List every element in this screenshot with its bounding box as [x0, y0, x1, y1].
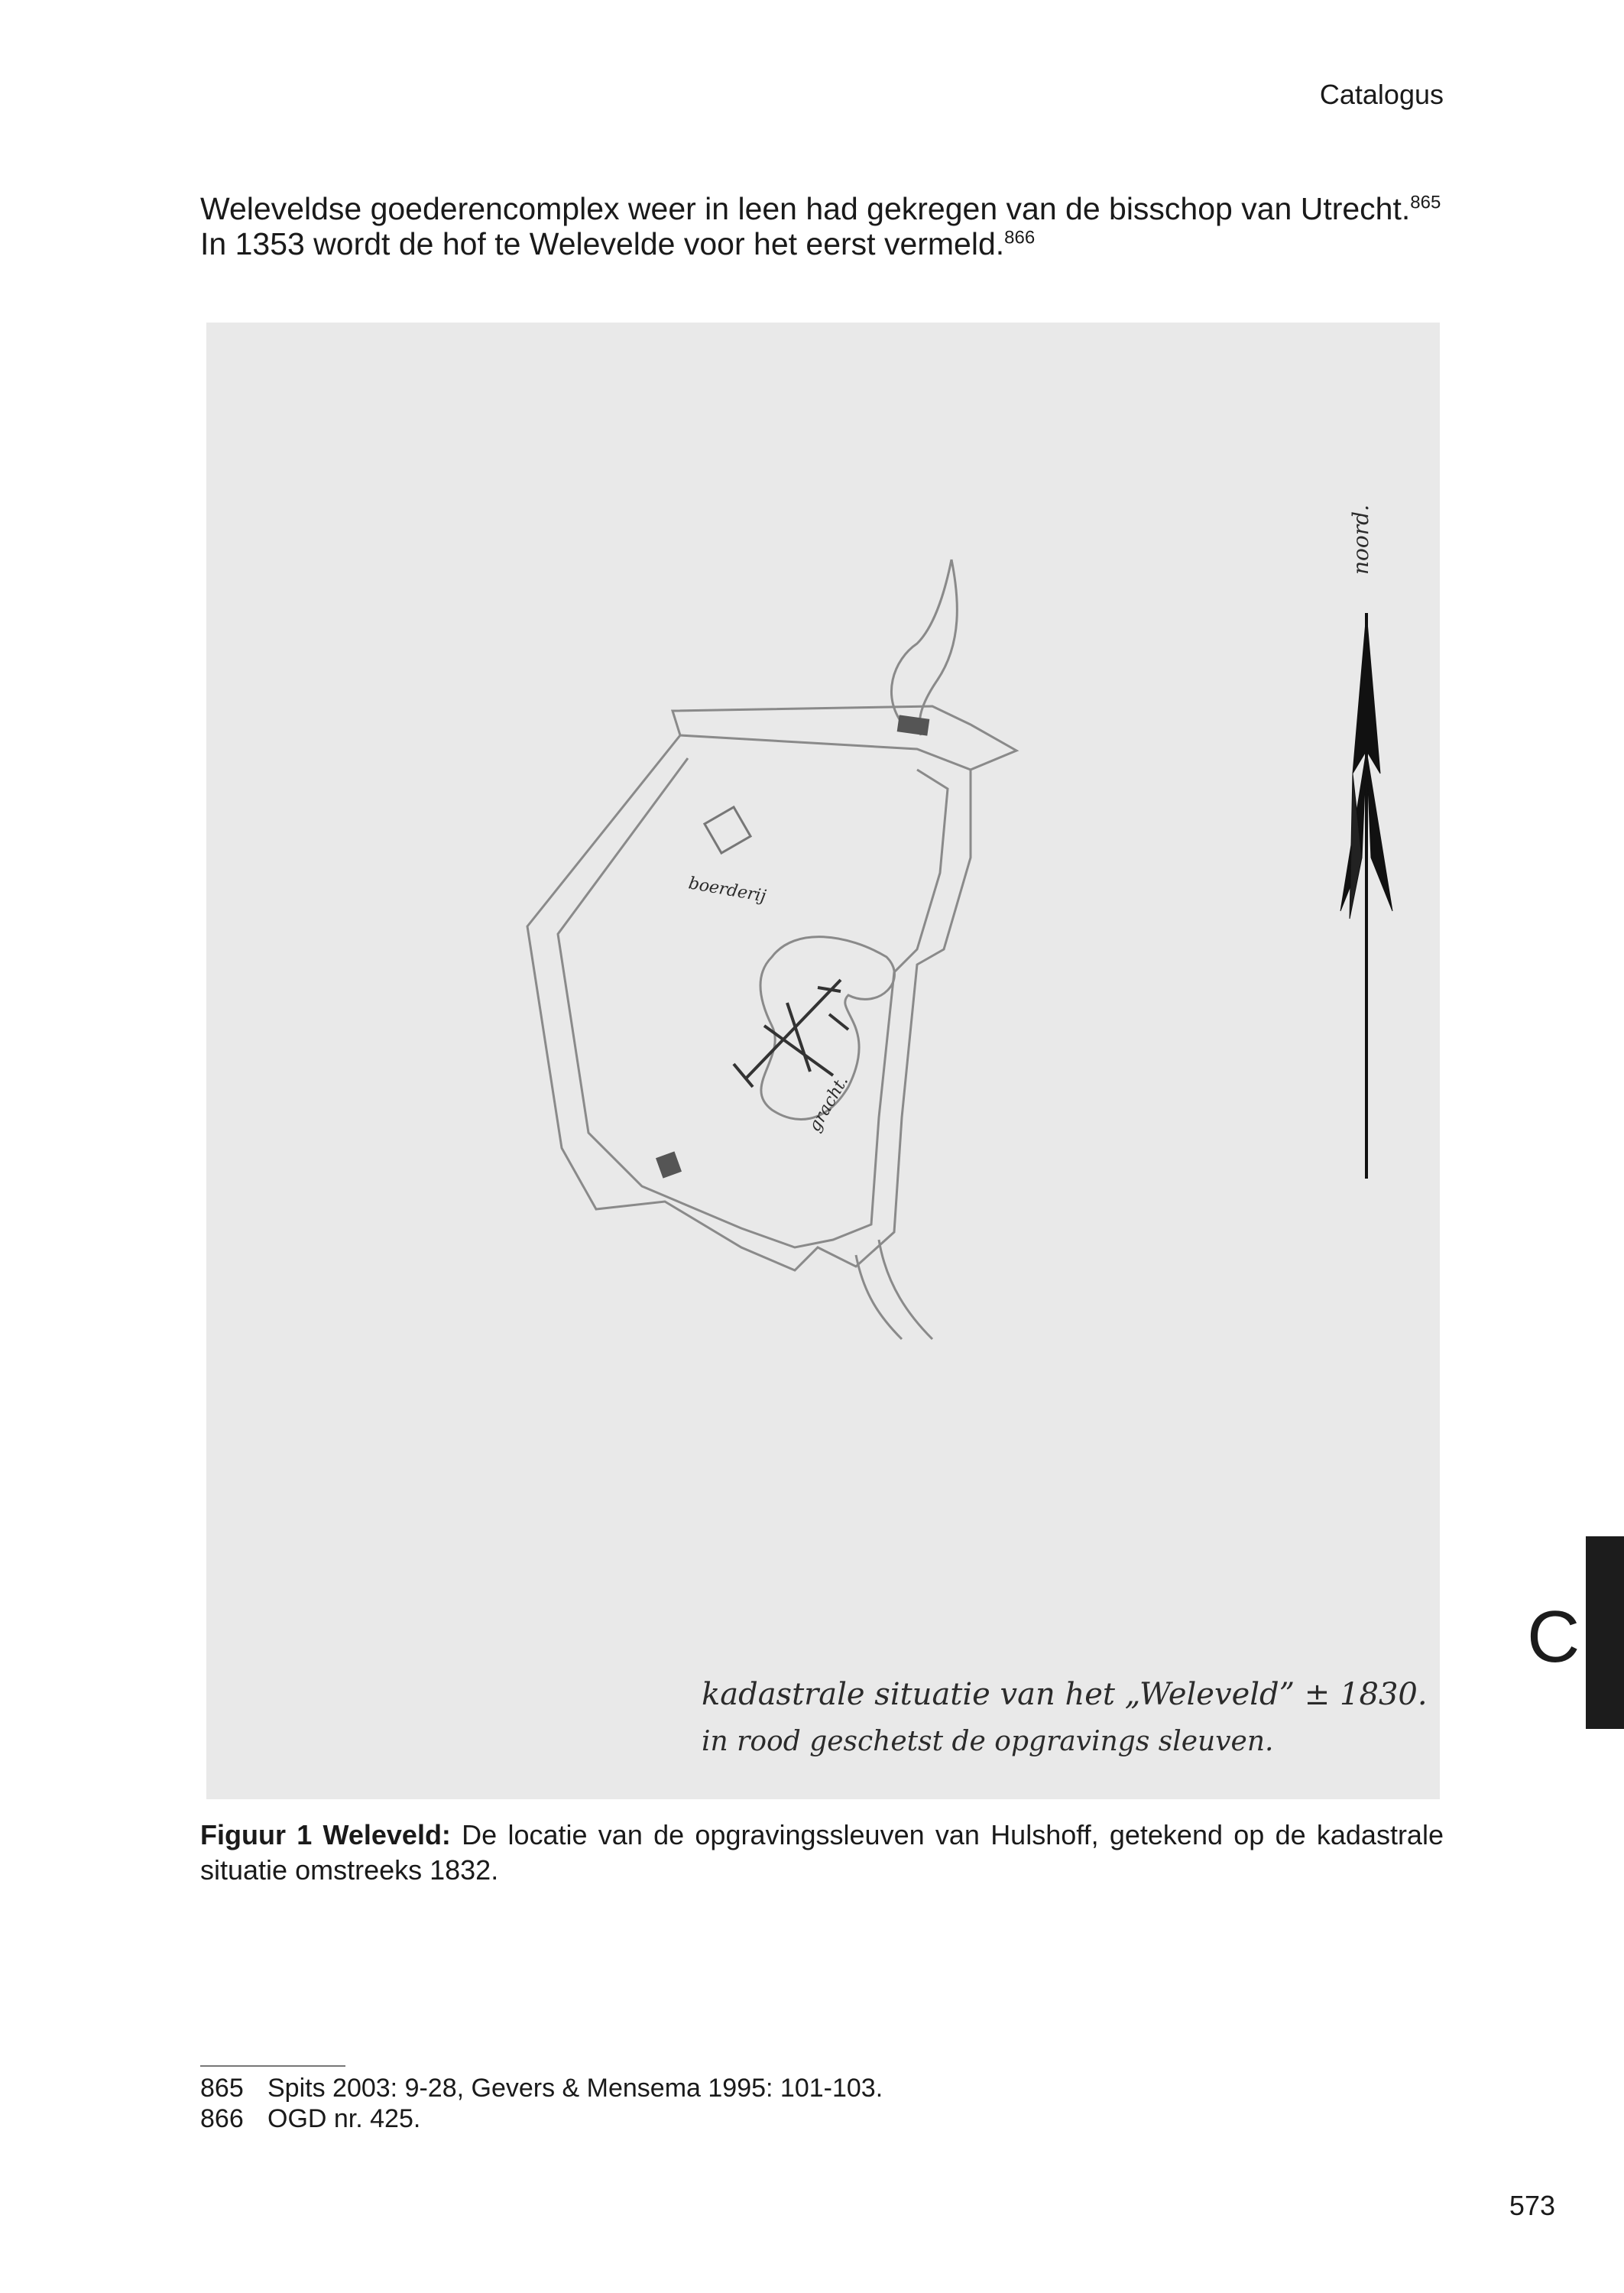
- footnote-ref-865[interactable]: 865: [1410, 192, 1441, 213]
- figure-cadastral-map: [206, 323, 1440, 1799]
- footnote-text: Spits 2003: 9-28, Gevers & Mensema 1995: 101-103.: [267, 2074, 883, 2103]
- excavation-trenches: [734, 980, 848, 1087]
- footnote-866: [200, 2103, 883, 2134]
- north-label: noord.: [1348, 504, 1373, 575]
- footnote-number: 866: [200, 2104, 244, 2133]
- legend-line-1: kadastrale situatie van het „Weleveld” ± 1830.: [702, 1677, 1428, 1712]
- legend-line-2: in rood geschetst de opgravings sleuven.: [702, 1726, 1274, 1757]
- sluice-north: [897, 715, 930, 735]
- moat-label: gracht.: [805, 1072, 853, 1135]
- intro-text-1: Weleveldse goederencomplex weer in leen had gekregen van de bisschop van Utrecht.: [200, 191, 1411, 226]
- caption-label: Figuur 1 Weleveld:: [200, 1819, 451, 1850]
- enclosure-outline: [527, 735, 971, 1270]
- footnotes: [200, 2073, 883, 2134]
- sluice-south: [656, 1151, 682, 1178]
- map-sketch: [206, 323, 1440, 1799]
- footnote-number: 865: [200, 2074, 244, 2103]
- north-stream: [891, 559, 957, 735]
- footnote-865: [200, 2073, 883, 2103]
- caption-text: De locatie van de opgravingssleuven van Hulshoff, getekend op de kadastrale situatie omstreeks 1832.: [200, 1819, 1444, 1886]
- footnote-text: OGD nr. 425.: [267, 2104, 421, 2133]
- intro-text-2: In 1353 wordt de hof te Welevelde voor het eerst vermeld.: [200, 226, 1005, 261]
- footnote-ref-866[interactable]: 866: [1004, 227, 1036, 248]
- footnote-divider: [200, 2065, 345, 2067]
- outer-ditch: [673, 706, 1016, 770]
- farm-label: boerderij: [686, 874, 768, 906]
- intro-paragraph: [200, 191, 1444, 261]
- north-arrow: [1340, 613, 1392, 1179]
- page-number: 573: [1509, 2190, 1555, 2221]
- figure-caption: [200, 1818, 1444, 1888]
- farmhouse-square: [705, 807, 750, 853]
- running-head: Catalogus: [1319, 79, 1444, 110]
- inner-outline: [558, 758, 948, 1247]
- thumb-index-letter: C: [1527, 1596, 1580, 1678]
- thumb-index-tab: [1586, 1536, 1624, 1729]
